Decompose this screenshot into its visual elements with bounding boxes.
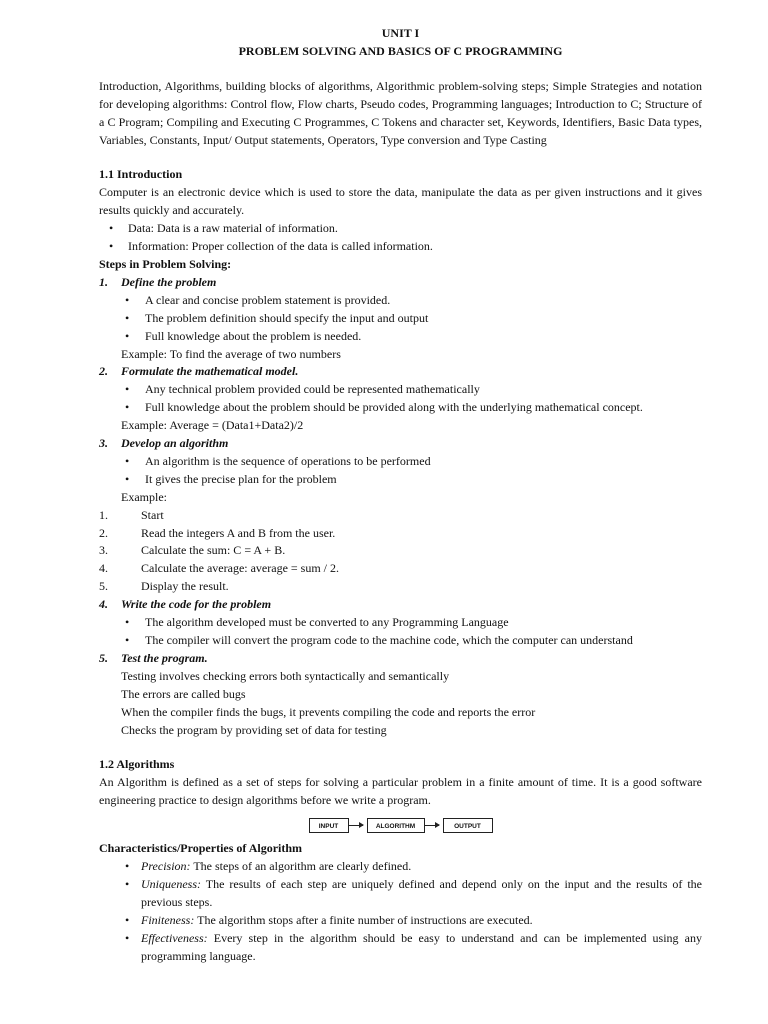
algorithm-steps-list	[99, 507, 702, 597]
characteristics-heading: Characteristics/Properties of Algorithm	[99, 841, 303, 856]
algorithm-step: 2. Read the integers A and B from the user.	[99, 525, 336, 540]
algorithm-step: 5. Display the result.	[99, 579, 229, 594]
intro-paragraph: Computer is an electronic device which is used to store the data, manipulate the data as per given instructions and it gives results quickly and accurately.	[99, 185, 702, 218]
step-4-bullets	[99, 614, 702, 650]
list-item: • Information: Proper collection of the data is called information.	[99, 238, 702, 256]
list-item: • Precision: The steps of an algorithm are clearly defined.	[99, 858, 702, 876]
characteristics-list	[99, 858, 702, 965]
list-item: • Full knowledge about the problem is needed.	[99, 328, 702, 346]
list-item: • The compiler will convert the program code to the machine code, which the computer can understand	[99, 632, 702, 650]
list-item: • The algorithm developed must be converted to any Programming Language	[99, 614, 702, 632]
step-2-example: Example: Average = (Data1+Data2)/2	[121, 418, 304, 433]
step-1-bullets	[99, 292, 702, 346]
section-heading-introduction: 1.1 Introduction	[99, 167, 183, 182]
step-3-title: 3. Develop an algorithm	[99, 436, 229, 451]
list-item: • An algorithm is the sequence of operations to be performed	[99, 453, 702, 471]
arrow-icon	[349, 825, 363, 826]
intro-bullet-list	[99, 220, 702, 256]
diagram-algorithm-box: ALGORITHM	[367, 818, 425, 833]
unit-title: PROBLEM SOLVING AND BASICS OF C PROGRAMMING	[238, 43, 563, 58]
step-5-line: The errors are called bugs	[121, 686, 246, 701]
steps-heading: Steps in Problem Solving:	[99, 256, 232, 271]
step-5-title: 5. Test the program.	[99, 650, 208, 665]
step-2-title: 2. Formulate the mathematical model.	[99, 364, 299, 379]
step-5-line: Testing involves checking errors both syntactically and semantically	[121, 668, 450, 683]
algorithm-step: 3. Calculate the sum: C = A + B.	[99, 543, 286, 558]
section-heading-algorithms: 1.2 Algorithms	[99, 757, 175, 772]
step-4-title: 4. Write the code for the problem	[99, 597, 272, 612]
step-3-bullets	[99, 453, 702, 489]
list-item: • It gives the precise plan for the problem	[99, 471, 702, 489]
algorithm-step: 1. Start	[99, 507, 164, 522]
step-1-example: Example: To find the average of two numbers	[121, 346, 341, 361]
list-item: • Effectiveness: Every step in the algorithm should be easy to understand and can be implemented using any programming language.	[99, 930, 702, 966]
step-2-bullets	[99, 381, 702, 417]
step-3-example-label: Example:	[121, 489, 167, 504]
diagram-input-box: INPUT	[309, 818, 349, 833]
list-item: • Any technical problem provided could be represented mathematically	[99, 381, 702, 399]
list-item: • Finiteness: The algorithm stops after a finite number of instructions are executed.	[99, 912, 702, 930]
list-item: • Full knowledge about the problem should be provided along with the underlying mathematical concept.	[99, 399, 702, 417]
list-item: • The problem definition should specify the input and output	[99, 310, 702, 328]
document-page	[99, 25, 702, 966]
step-5-line: When the compiler finds the bugs, it prevents compiling the code and reports the error	[121, 704, 536, 719]
input-algorithm-output-diagram	[99, 814, 702, 836]
step-5-line: Checks the program by providing set of data for testing	[121, 722, 387, 737]
list-item: • Data: Data is a raw material of information.	[99, 220, 702, 238]
algorithm-step: 4. Calculate the average: average = sum / 2.	[99, 561, 340, 576]
step-1-title: 1. Define the problem	[99, 274, 217, 289]
diagram-output-box: OUTPUT	[443, 818, 493, 833]
list-item: • Uniqueness: The results of each step are uniquely defined and depend only on the input and the results of the previous steps.	[99, 876, 702, 912]
list-item: • A clear and concise problem statement is provided.	[99, 292, 702, 310]
arrow-icon	[425, 825, 439, 826]
syllabus-paragraph: Introduction, Algorithms, building blocks of algorithms, Algorithmic problem-solving steps; Simple Strategies and notation for developing algorithms: Control flow, Flow charts, Pseudo codes, Programming languages; Introduction to C; Structure of a C Program; Compiling and Executing C Programmes, C Tokens and character set, Keywords, Identifiers, Basic Data types, Variables, Constants, Input/ Output statements, Operators, Type conversion and Type Casting	[99, 78, 702, 147]
unit-label: UNIT I	[381, 26, 420, 40]
algorithms-paragraph: An Algorithm is defined as a set of steps for solving a particular problem in a finite amount of time. It is a good software engineering practice to design algorithms before we write a program.	[99, 775, 702, 808]
